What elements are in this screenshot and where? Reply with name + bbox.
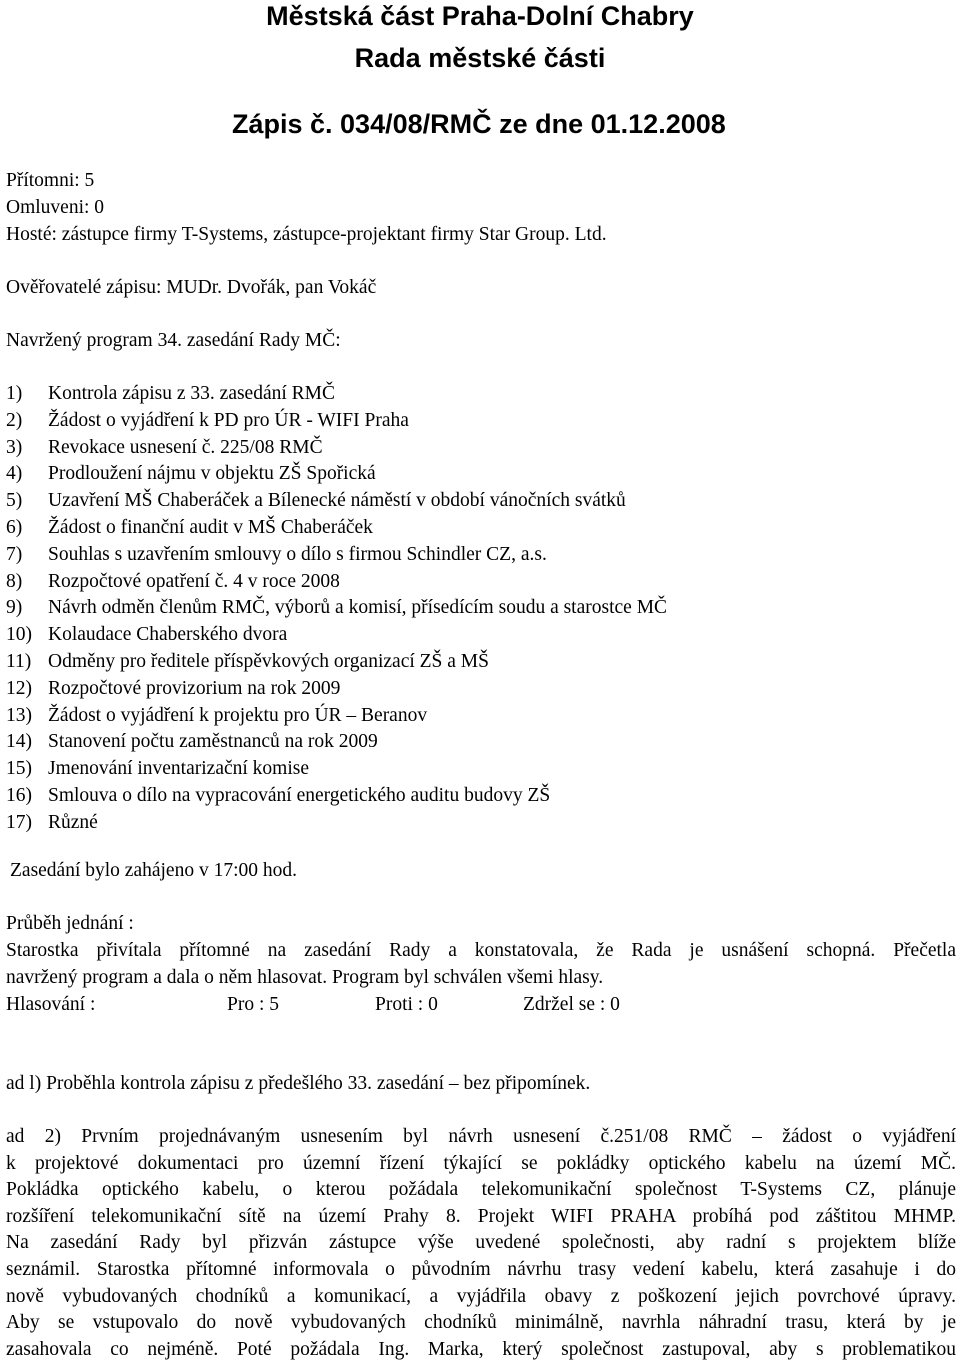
program-item-text: Žádost o finanční audit v MŠ Chaberáček	[48, 517, 373, 538]
program-item-text: Prodloužení nájmu v objektu ZŠ Spořická	[48, 463, 376, 485]
present-count: Přítomni: 5	[6, 170, 95, 191]
program-item-text: Smlouva o dílo na vypracování energetického auditu budovy ZŠ	[48, 785, 551, 806]
program-item-text: Žádost o vyjádření k projektu pro ÚR – Beranov	[48, 704, 428, 726]
paragraph-line: Pokládka optického kabelu, o kterou požádala telekomunikační společnost T-Systems CZ, plánuje	[6, 1179, 956, 1201]
paragraph-line: Na zasedání Rady byl přizván zástupce výše uvedené společnosti, aby radní s projektem blíže	[6, 1232, 956, 1254]
program-item-number: 4)	[6, 463, 23, 485]
program-item-text: Kolaudace Chaberského dvora	[48, 624, 288, 646]
program-item-text: Návrh odměn členům RMČ, výborů a komisí, přísedícím soudu a starostce MČ	[48, 597, 668, 619]
paragraph-line: rozšíření telekomunikační sítě na území Prahy 8. Projekt WIFI PRAHA probíhá pod záštitou MHMP.	[6, 1205, 956, 1227]
paragraph-line: zasahovala co nejméně. Poté požádala Ing. Marka, který společnost zastupoval, aby s problematikou	[6, 1338, 956, 1360]
minutes-verifiers: Ověřovatelé zápisu: MUDr. Dvořák, pan Vokáč	[6, 277, 377, 298]
program-item-number: 11)	[6, 651, 32, 672]
municipality-title: Městská část Praha-Dolní Chabry	[266, 1, 694, 31]
program-item-number: 9)	[6, 597, 23, 619]
guests: Hosté: zástupce firmy T-Systems, zástupce-projektant firmy Star Group. Ltd.	[6, 224, 607, 245]
paragraph-line: k projektové dokumentaci pro územní řízení týkající se pokládky optického kabelu na území MČ.	[6, 1152, 956, 1174]
vote-abstain: Zdržel se : 0	[523, 994, 620, 1015]
agenda-item-1-note: ad l) Proběhla kontrola zápisu z předešlého 33. zasedání – bez připomínek.	[6, 1073, 591, 1094]
minutes-title: Zápis č. 034/08/RMČ ze dne 01.12.2008	[232, 109, 726, 139]
program-item-text: Stanovení počtu zaměstnanců na rok 2009	[48, 731, 378, 753]
program-item-text: Revokace usnesení č. 225/08 RMČ	[48, 436, 323, 458]
vote-label: Hlasování :	[6, 994, 96, 1015]
program-item-number: 1)	[6, 383, 23, 404]
program-item-text: Různé	[48, 811, 98, 833]
excused-count: Omluveni: 0	[6, 197, 105, 218]
council-title: Rada městské části	[354, 43, 606, 73]
program-item-number: 5)	[6, 490, 23, 512]
program-item-text: Rozpočtové opatření č. 4 v roce 2008	[48, 570, 340, 592]
program-item-number: 14)	[6, 731, 32, 753]
program-item-text: Žádost o vyjádření k PD pro ÚR - WIFI Praha	[48, 409, 409, 431]
program-item-number: 2)	[6, 409, 23, 431]
program-item-number: 16)	[6, 785, 32, 806]
program-item-number: 6)	[6, 517, 23, 538]
proceedings-paragraph: Starostka přivítala přítomné na zasedání Rady a konstatovala, že Rada je usnášení schopná. Přečetla	[6, 940, 956, 961]
program-item-number: 8)	[6, 570, 23, 592]
vote-contra: Proti : 0	[375, 994, 438, 1015]
program-item-number: 13)	[6, 704, 32, 726]
program-item-number: 7)	[6, 543, 23, 565]
paragraph-line: nově vybudovaných chodníků a komunikací, a vyjádřila obavy z poškození jejich povrchové úpravy.	[6, 1285, 956, 1307]
proceedings-title: Průběh jednání :	[6, 913, 134, 934]
program-item-text: Jmenování inventarizační komise	[48, 758, 310, 780]
paragraph-line: Aby se vstupovalo do nově vybudovaných chodníků minimálně, navrhla náhradní trasu, která by je	[6, 1312, 956, 1334]
program-item-text: Souhlas s uzavřením smlouvy o dílo s firmou Schindler CZ, a.s.	[48, 543, 547, 565]
paragraph-line: ad 2) Prvním projednávaným usnesením byl návrh usnesení č.251/08 RMČ – žádost o vyjádření	[6, 1126, 956, 1147]
program-item-number: 15)	[6, 758, 32, 780]
program-item-number: 10)	[6, 624, 32, 646]
paragraph-line: seznámil. Starostka přítomné informovala o původním návrhu trasy vedení kabelu, která zasahuje i do	[6, 1259, 956, 1280]
program-title: Navržený program 34. zasedání Rady MČ:	[6, 330, 341, 351]
vote-pro: Pro : 5	[227, 994, 280, 1015]
program-item-number: 17)	[6, 811, 32, 833]
program-item-text: Kontrola zápisu z 33. zasedání RMČ	[48, 383, 336, 404]
meeting-start: Zasedání bylo zahájeno v 17:00 hod.	[10, 860, 298, 881]
program-item-number: 12)	[6, 677, 32, 699]
proceedings-paragraph-end: navržený program a dala o něm hlasovat. Program byl schválen všemi hlasy.	[6, 967, 604, 988]
program-item-text: Rozpočtové provizorium na rok 2009	[48, 677, 341, 699]
program-item-number: 3)	[6, 436, 23, 458]
program-item-text: Uzavření MŠ Chaberáček a Bílenecké náměstí v období vánočních svátků	[48, 490, 626, 512]
program-item-text: Odměny pro ředitele příspěvkových organizací ZŠ a MŠ	[48, 651, 489, 672]
